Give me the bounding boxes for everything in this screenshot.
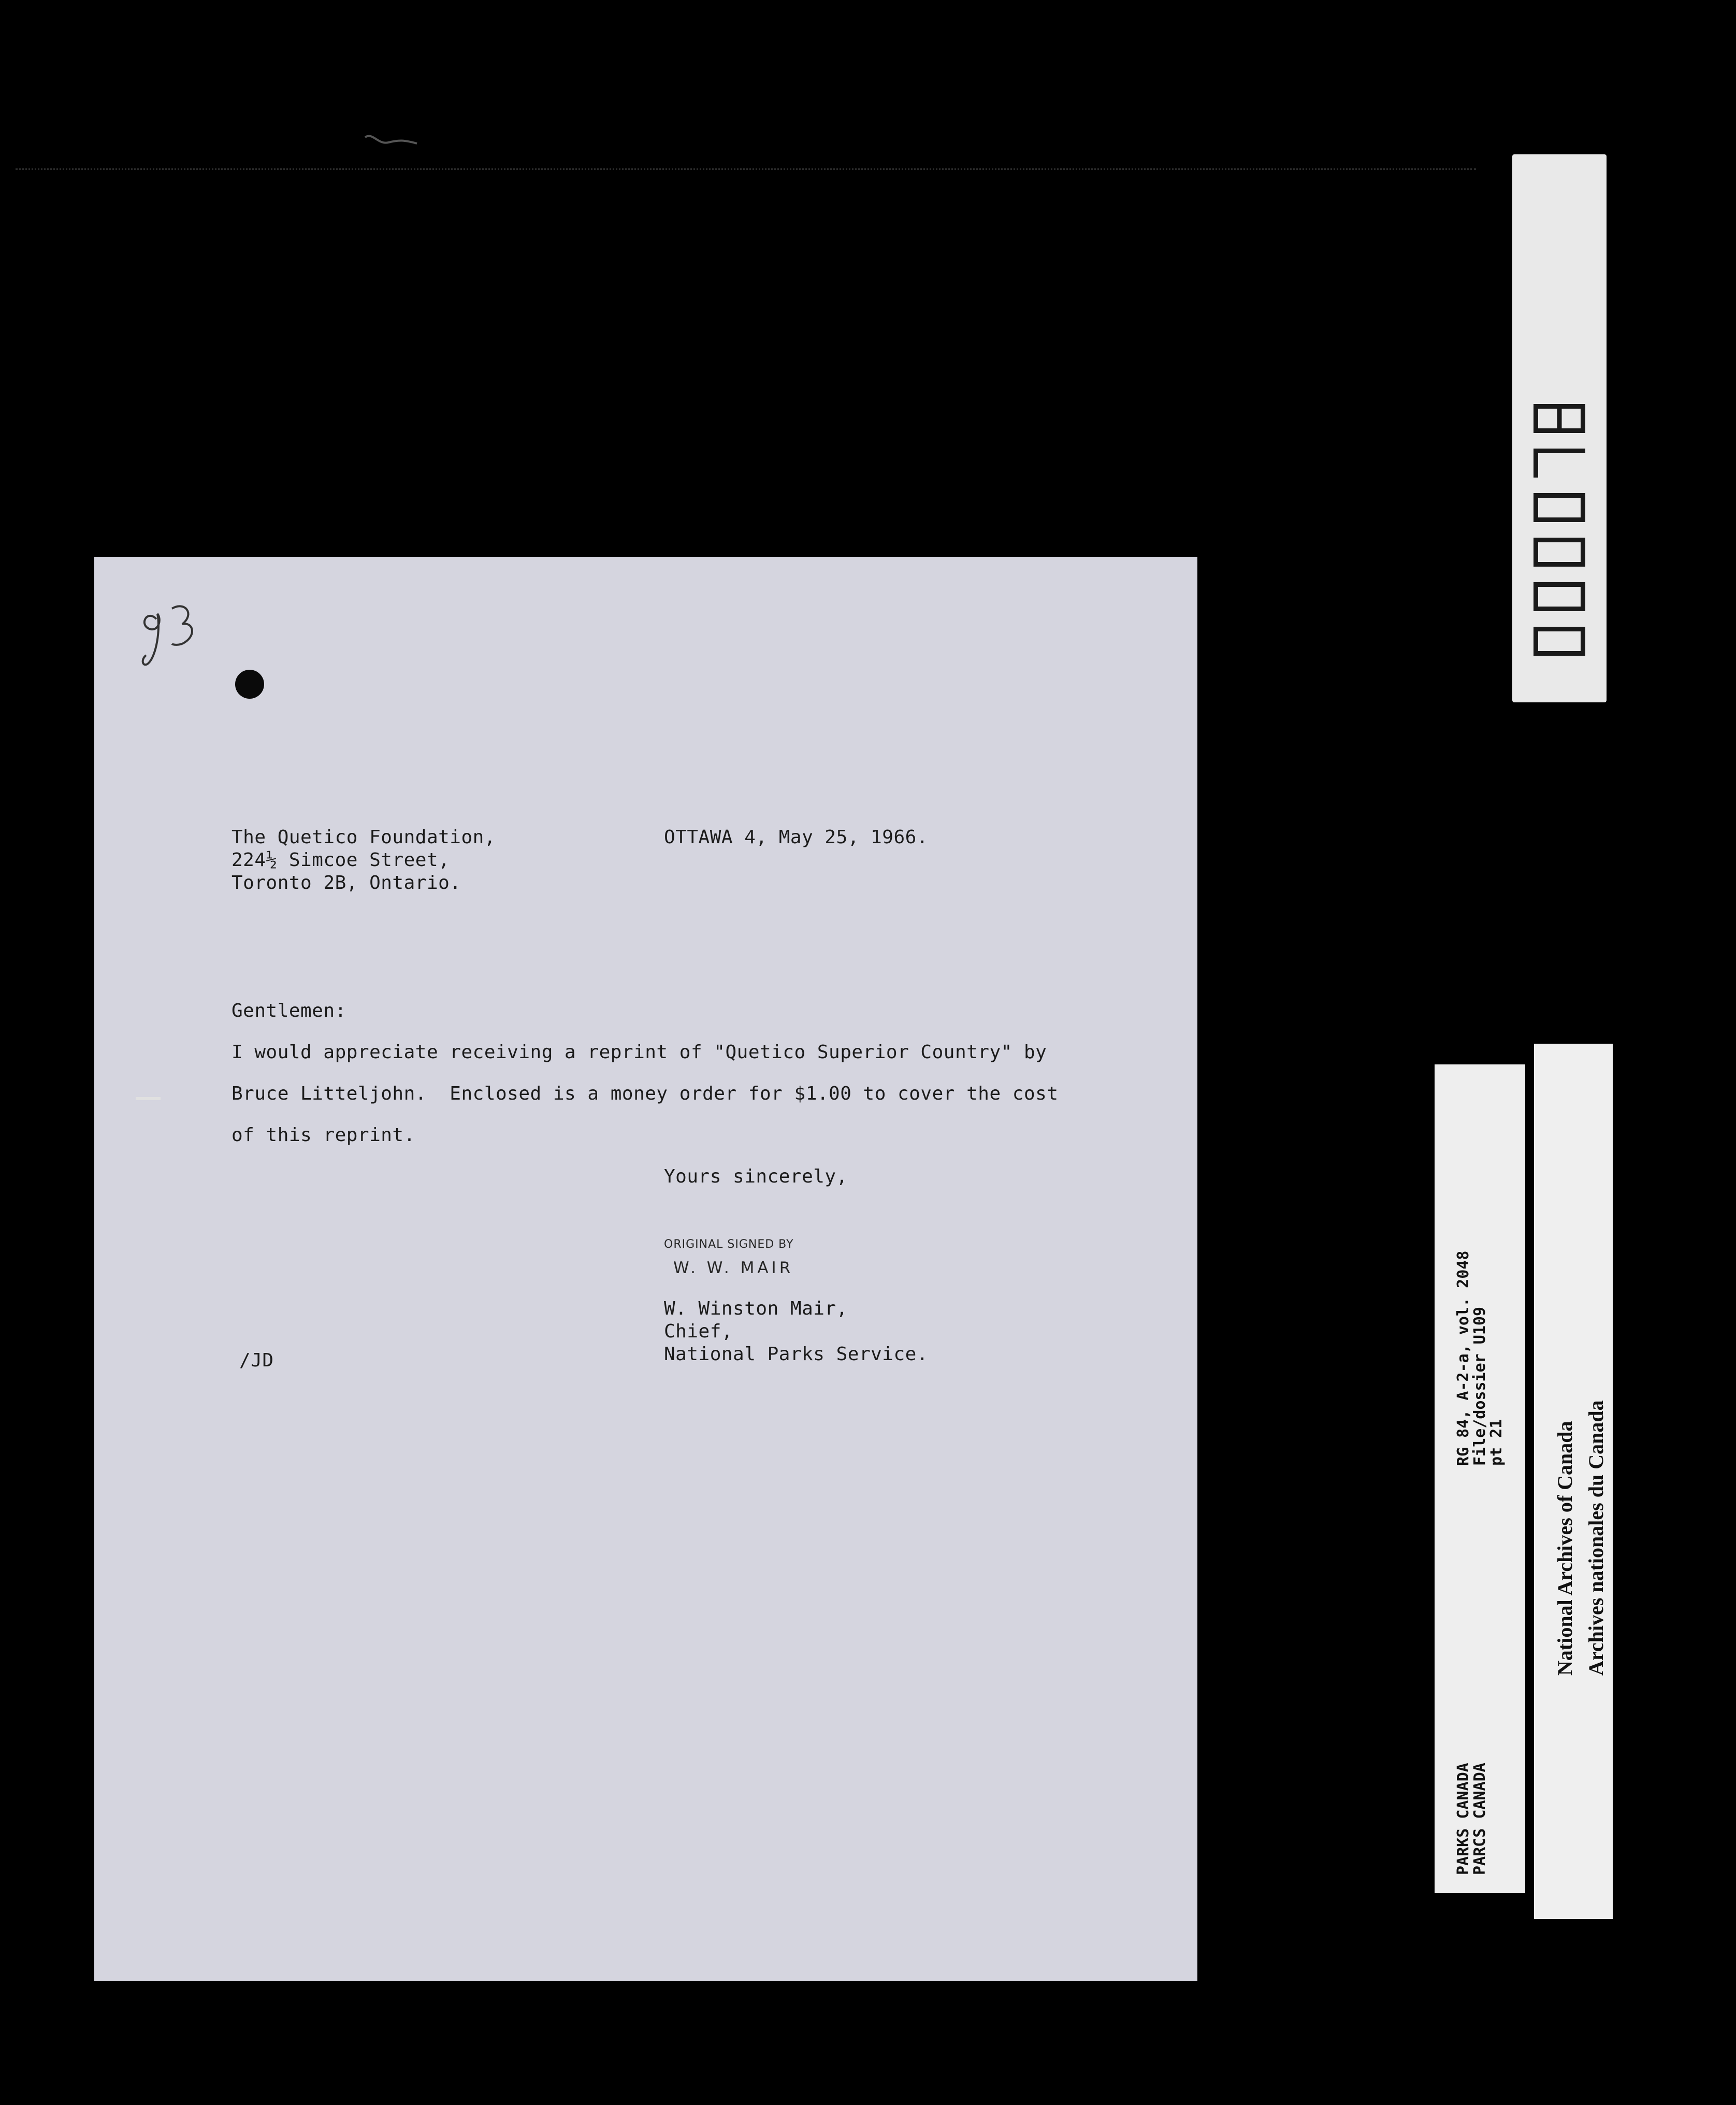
closing: Yours sincerely,: [664, 1166, 848, 1187]
counter-digit: [1534, 538, 1585, 567]
recipient-address: The Quetico Foundation, 224½ Simcoe Street, Toronto 2B, Ontario.: [232, 827, 496, 893]
archives-name: National Archives of Canada Archives nationales du Canada: [1553, 1400, 1608, 1676]
margin-dash: [136, 1097, 161, 1100]
body-line: Bruce Litteljohn. Enclosed is a money order for $1.00 to cover the cost: [232, 1083, 1059, 1104]
signature-stamp-line1: ORIGINAL SIGNED BY: [664, 1238, 794, 1251]
salutation: Gentlemen:: [232, 1000, 346, 1021]
archive-reference-label: [1435, 1064, 1525, 1893]
punch-hole: [235, 670, 264, 699]
counter-digit: [1534, 582, 1585, 611]
reference-text: RG 84, A-2-a, vol. 2048 File/dossier U109 pt 21: [1454, 1250, 1506, 1466]
counter-digit: [1534, 627, 1585, 656]
counter-digit: [1534, 449, 1585, 478]
body-line: of this reprint.: [232, 1124, 415, 1146]
counter-digit: [1534, 493, 1585, 522]
body-line: I would appreciate receiving a reprint of "Quetico Superior Country" by: [232, 1042, 1047, 1063]
signature-stamp-line2: W. W. MAIR: [673, 1259, 794, 1277]
agency-text: PARKS CANADA PARCS CANADA: [1454, 1763, 1489, 1875]
scan-dotted-line: [16, 168, 1476, 170]
handwritten-page-number: [136, 598, 198, 671]
date-line: OTTAWA 4, May 25, 1966.: [664, 827, 928, 848]
frame-counter: [1512, 154, 1607, 702]
scan-artifact-mark: [363, 132, 419, 153]
national-archives-label: [1534, 1044, 1613, 1919]
typist-initials: /JD: [239, 1350, 274, 1371]
signature-block: W. Winston Mair, Chief, National Parks Service.: [664, 1298, 928, 1365]
counter-digit: [1534, 404, 1585, 433]
letter-page: [94, 557, 1197, 1981]
